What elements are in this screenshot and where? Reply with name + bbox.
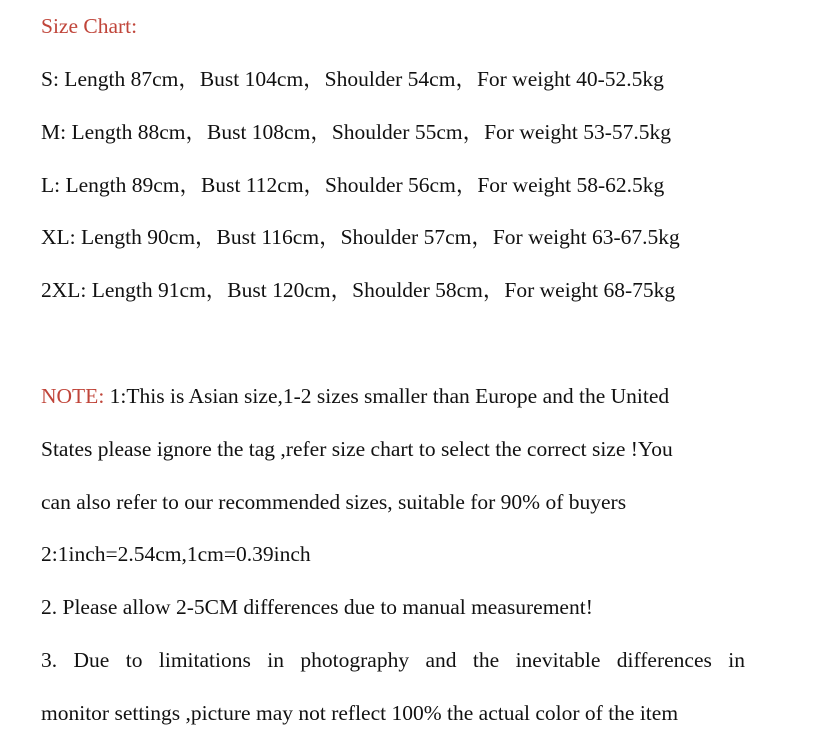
size-row-s: S: Length 87cm，Bust 104cm，Shoulder 54cm，For weight 40-52.5kg bbox=[41, 67, 664, 91]
note-text-1: 1:This is Asian size,1-2 sizes smaller than Europe and the United bbox=[109, 384, 670, 408]
note-line-7: monitor settings ,picture may not reflect 100% the actual color of the item bbox=[41, 701, 679, 725]
size-row-2xl: 2XL: Length 91cm，Bust 120cm，Shoulder 58cm，For weight 68-75kg bbox=[41, 278, 676, 302]
note-line-2: States please ignore the tag ,refer size chart to select the correct size !You bbox=[41, 437, 673, 461]
size-row-m: M: Length 88cm，Bust 108cm，Shoulder 55cm，For weight 53-57.5kg bbox=[41, 120, 672, 144]
note-line-1 bbox=[41, 383, 669, 409]
note-line-6: 3. Due to limitations in photography and the inevitable differences in bbox=[41, 648, 745, 672]
note-line-4: 2:1inch=2.54cm,1cm=0.39inch bbox=[41, 542, 311, 566]
note-label: NOTE: bbox=[41, 384, 105, 408]
size-row-xl: XL: Length 90cm，Bust 116cm，Shoulder 57cm，For weight 63-67.5kg bbox=[41, 225, 680, 249]
size-row-l: L: Length 89cm，Bust 112cm，Shoulder 56cm，For weight 58-62.5kg bbox=[41, 173, 665, 197]
note-line-3: can also refer to our recommended sizes, suitable for 90% of buyers bbox=[41, 490, 627, 514]
size-chart-heading: Size Chart: bbox=[41, 14, 138, 38]
note-line-5: 2. Please allow 2-5CM differences due to manual measurement! bbox=[41, 595, 593, 619]
